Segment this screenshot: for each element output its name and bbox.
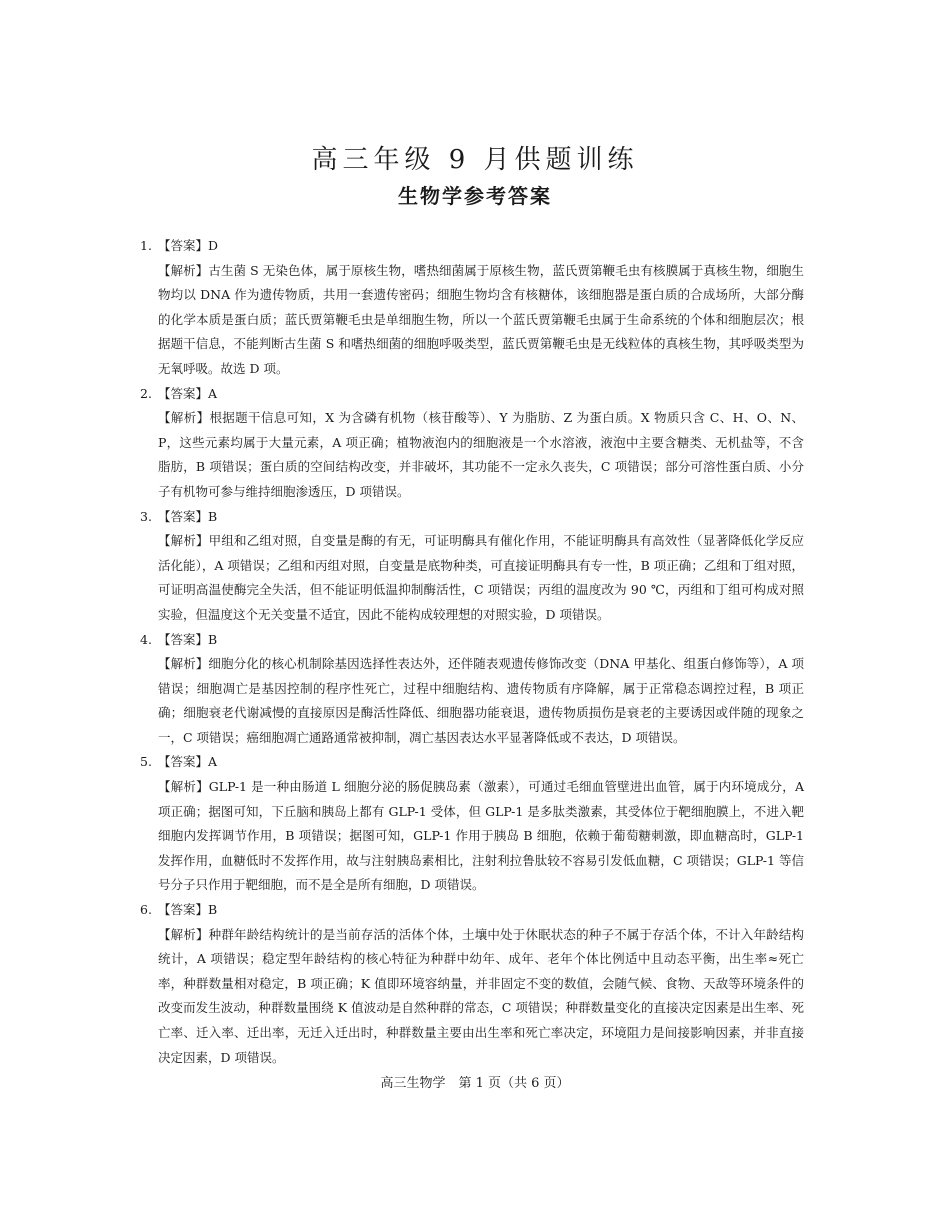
question-number: 2. xyxy=(140,385,152,401)
question-number: 6. xyxy=(140,902,152,918)
explanation-text: 【解析】GLP-1 是一种由肠道 L 细胞分泌的肠促胰岛素（激素），可通过毛细血管壁进出血管，属于内环境成分，A 项正确；据图可知，下丘脑和胰岛上都有 GLP-1 受体，但 GLP-1 是多肽类激素，其受体位于靶细胞膜上，不进入靶细胞内发挥调节作用，B 项错误；据图可知，GLP-1 作用于胰岛 B 细胞，依赖于葡萄糖刺激，即血糖高时，GLP-1 发挥作用，血糖低时不发挥作用，故与注射胰岛素相比，注射利拉鲁肽较不容易引发低血糖，C 项错误；GLP-1 等信号分子只作用于靶细胞，而不是全是所有细胞，D 项错误。 xyxy=(158,779,804,893)
answer-label: 【答案】D xyxy=(158,238,219,253)
answer-item-3 xyxy=(140,505,804,628)
answer-line xyxy=(140,750,804,775)
page-title: 高三年级 9 月供题训练 xyxy=(311,145,639,175)
answer-item-5 xyxy=(140,750,804,898)
answer-list xyxy=(140,234,804,1070)
answer-line xyxy=(140,628,804,653)
answer-label: 【答案】A xyxy=(158,385,218,401)
page-footer: 高三生物学 第 1 页（共 6 页） xyxy=(380,1076,570,1091)
explanation-text: 【解析】甲组和乙组对照，自变量是酶的有无，可证明酶具有催化作用，不能证明酶具有高效性（显著降低化学反应活化能），A 项错误；乙组和丙组对照，自变量是底物种类，可直接证明酶具有专一性，B 项正确；乙组和丁组对照，可证明高温使酶完全失活，但不能证明低温抑制酶活性，C 项错误；丙组的温度改为 90 ℃，丙组和丁组可构成对照实验，但温度这个无关变量不适宜，因此不能构成较理想的对照实验，D 项错误。 xyxy=(158,533,804,622)
answer-item-4 xyxy=(140,628,804,751)
page-subtitle: 生物学参考答案 xyxy=(398,184,552,208)
answer-line xyxy=(140,382,804,407)
explanation-text: 【解析】细胞分化的核心机制除基因选择性表达外，还伴随表观遗传修饰改变（DNA 甲基化、组蛋白修饰等），A 项错误；细胞凋亡是基因控制的程序性死亡，过程中细胞结构、遗传物质有序降解，属于正常稳态调控过程，B 项正确；细胞衰老代谢减慢的直接原因是酶活性降低、细胞器功能衰退，遗传物质损伤是衰老的主要诱因或伴随的现象之一，C 项错误；癌细胞凋亡通路通常被抑制，凋亡基因表达水平显著降低或不表达，D 项错误。 xyxy=(158,656,804,745)
answer-item-1 xyxy=(140,234,804,382)
explanation-text: 【解析】根据题干信息可知，X 为含磷有机物（核苷酸等）、Y 为脂肪、Z 为蛋白质。X 物质只含 C、H、O、N、P，这些元素均属于大量元素，A 项正确；植物液泡内的细胞液是一个水溶液，液泡中主要含糖类、无机盐等，不含脂肪，B 项错误；蛋白质的空间结构改变，并非破坏，其功能不一定永久丧失，C 项错误；部分可溶性蛋白质、小分子有机物可参与维持细胞渗透压，D 项错误。 xyxy=(158,410,804,499)
question-number: 5. xyxy=(140,754,152,770)
answer-item-2 xyxy=(140,382,804,505)
explanation-text: 【解析】种群年龄结构统计的是当前存活的活体个体，土壤中处于休眠状态的种子不属于存活个体，不计入年龄结构统计，A 项错误；稳定型年龄结构的核心特征为种群中幼年、成年、老年个体比例适中且动态平衡，出生率≈死亡率，种群数量相对稳定，B 项正确；K 值即环境容纳量，并非固定不变的数值，会随气候、食物、天敌等环境条件的改变而发生波动，种群数量围绕 K 值波动是自然种群的常态，C 项错误；种群数量变化的直接决定因素是出生率、死亡率、迁入率、迁出率，无迁入迁出时，种群数量主要由出生率和死亡率决定，环境阻力是间接影响因素，并非直接决定因素，D 项错误。 xyxy=(158,926,804,1065)
explanation-text: 【解析】古生菌 S 无染色体，属于原核生物，嗜热细菌属于原核生物，蓝氏贾第鞭毛虫有核膜属于真核生物，细胞生物均以 DNA 作为遗传物质，共用一套遗传密码；细胞生物均含有核糖体，该细胞器是蛋白质的合成场所，大部分酶的化学本质是蛋白质；蓝氏贾第鞭毛虫是单细胞生物，所以一个蓝氏贾第鞭毛虫属于生命系统的个体和细胞层次；根据题干信息，不能判断古生菌 S 和嗜热细菌的细胞呼吸类型，蓝氏贾第鞭毛虫是无线粒体的真核生物，其呼吸类型为无氧呼吸。故选 D 项。 xyxy=(158,262,804,376)
answer-label: 【答案】B xyxy=(158,902,218,918)
answer-item-6 xyxy=(140,898,804,1070)
answer-line xyxy=(140,898,804,923)
answer-line xyxy=(140,505,804,530)
question-number: 3. xyxy=(140,508,152,524)
answer-label: 【答案】B xyxy=(158,508,218,524)
answer-line xyxy=(140,234,804,259)
question-number: 4. xyxy=(140,631,152,647)
question-number: 1. xyxy=(140,238,152,253)
answer-label: 【答案】A xyxy=(158,754,218,770)
answer-label: 【答案】B xyxy=(158,631,218,647)
